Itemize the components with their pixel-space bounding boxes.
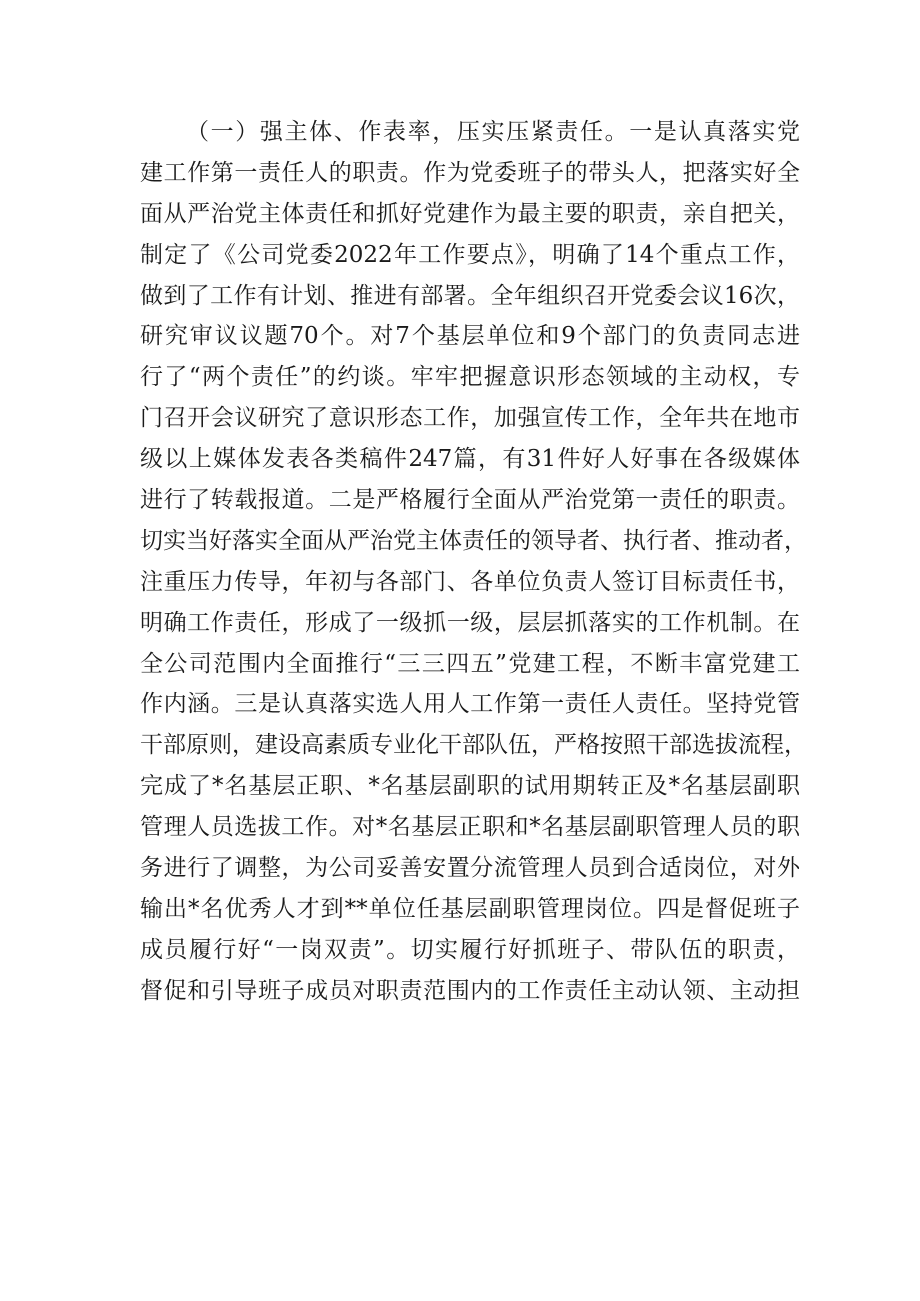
paragraph-line: 作内涵。三是认真落实选人用人工作第一责任人责任。坚持党管	[140, 691, 800, 718]
paragraph-line: 注重压力传导，年初与各部门、各单位负责人签订目标责任书，	[140, 568, 800, 595]
paragraph-line: 做到了工作有计划、推进有部署。全年组织召开党委会议16次，	[140, 282, 800, 309]
paragraph-line: 完成了*名基层正职、*名基层副职的试用期转正及*名基层副职	[140, 773, 800, 800]
paragraph-line: 输出*名优秀人才到**单位任基层副职管理岗位。四是督促班子	[140, 895, 800, 922]
paragraph-line: （一）强主体、作表率，压实压紧责任。一是认真落实党	[186, 119, 800, 145]
paragraph-line: 成员履行好“一岗双责”。切实履行好抓班子、带队伍的职责，	[140, 936, 800, 963]
paragraph-line: 面从严治党主体责任和抓好党建作为最主要的职责，亲自把关，	[140, 200, 800, 227]
paragraph-line: 管理人员选拔工作。对*名基层正职和*名基层副职管理人员的职	[140, 814, 800, 841]
paragraph-line: 全公司范围内全面推行“三三四五”党建工程，不断丰富党建工	[140, 650, 800, 677]
paragraph-line: 制定了《公司党委2022年工作要点》，明确了14个重点工作，	[140, 241, 800, 268]
paragraph-line: 务进行了调整，为公司妥善安置分流管理人员到合适岗位，对外	[140, 855, 800, 882]
paragraph-line: 干部原则，建设高素质专业化干部队伍，严格按照干部选拔流程，	[140, 732, 807, 759]
paragraph-line: 行了“两个责任”的约谈。牢牢把握意识形态领域的主动权，专	[140, 364, 800, 391]
paragraph-line: 建工作第一责任人的职责。作为党委班子的带头人，把落实好全	[140, 159, 800, 186]
paragraph-line: 级以上媒体发表各类稿件247篇，有31件好人好事在各级媒体	[140, 446, 800, 473]
paragraph-line: 督促和引导班子成员对职责范围内的工作责任主动认领、主动担	[140, 977, 800, 1004]
paragraph-line: 明确工作责任，形成了一级抓一级，层层抓落实的工作机制。在	[140, 609, 800, 636]
paragraph-line: 切实当好落实全面从严治党主体责任的领导者、执行者、推动者，	[140, 527, 807, 554]
body-paragraph	[140, 112, 807, 1012]
paragraph-line: 门召开会议研究了意识形态工作，加强宣传工作，全年共在地市	[140, 405, 800, 432]
paragraph-line: 研究审议议题70个。对7个基层单位和9个部门的负责同志进	[140, 323, 800, 350]
paragraph-line: 进行了转载报道。二是严格履行全面从严治党第一责任的职责。	[140, 487, 800, 514]
